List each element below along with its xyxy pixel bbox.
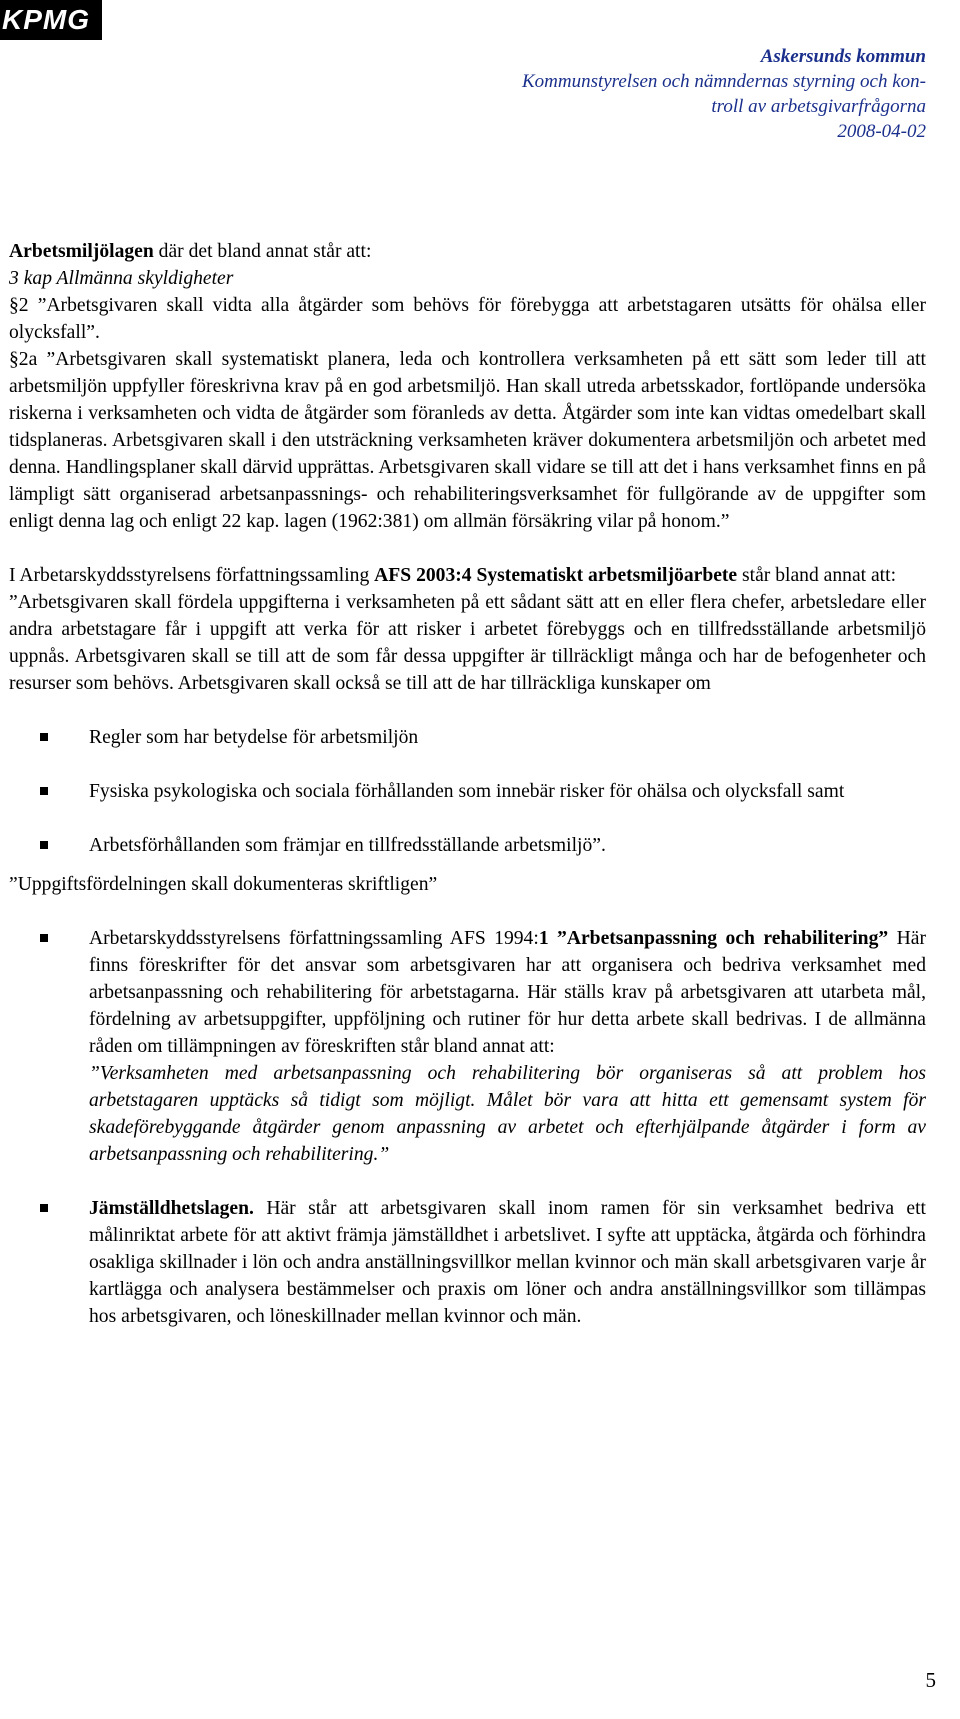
bullet-square-icon bbox=[40, 733, 48, 741]
afs-2003-intro-pre: I Arbetarskyddsstyrelsens författningssamling bbox=[9, 565, 375, 586]
law-name: Arbetsmiljölagen bbox=[9, 241, 154, 262]
list-item bbox=[9, 778, 926, 805]
bullet-square-icon bbox=[40, 1204, 48, 1212]
document-body bbox=[9, 238, 926, 1330]
list-item bbox=[9, 1195, 926, 1330]
list-item bbox=[9, 832, 926, 859]
kpmg-logo: KPMG bbox=[0, 0, 102, 40]
law-intro-text: där det bland annat står att: bbox=[153, 241, 372, 262]
header-subtitle-line1: Kommunstyrelsen och nämndernas styrning och kon- bbox=[521, 71, 926, 92]
paragraph-2 bbox=[9, 292, 926, 346]
chapter-heading bbox=[9, 265, 926, 292]
bullet-square-icon bbox=[40, 841, 48, 849]
chapter-title: 3 kap Allmänna skyldigheter bbox=[9, 268, 234, 289]
paragraph-2a bbox=[9, 346, 926, 535]
afs-2003-intro-post: står bland annat att: bbox=[737, 565, 897, 586]
afs-1994-pre: Arbetarskyddsstyrelsens författningssamling AFS 1994: bbox=[89, 928, 539, 949]
paragraph-2-text: 2 ”Arbetsgivaren skall vidta alla åtgärder som behövs för förebygga att arbetstagaren utsätts för ohälsa eller olycksfall”. bbox=[9, 295, 926, 343]
header-organization: Askersunds kommun bbox=[760, 46, 926, 67]
closing-quote: ”Uppgiftsfördelningen skall dokumenteras skriftligen” bbox=[9, 874, 438, 895]
paragraph-2a-text: 2a ”Arbetsgivaren skall systematiskt planera, leda och kontrollera verksamheten på ett sätt som leder till att arbetsmiljön uppfyller föreskrivna krav på en god arbetsmiljö. Han skall utreda arbetsskador, fortlöpande undersöka riskerna i verksamheten och vidta de åtgärder som föranleds av detta. Åtgärder som inte kan vidtas omedelbart skall tidsplaneras. Arbetsgivaren skall i den utsträckning verksamheten kräver dokumentera arbetsmiljön och arbetet med denna. Handlingsplaner skall därvid upprättas. Arbetsgivaren skall vidare se till att det i hans verksamhet finns en på lämpligt sätt organiserad arbetsanpassnings- och rehabiliteringsverksamhet för fullgörande av de uppgifter som enligt denna lag och enligt 22 kap. lagen (1962:381) om allmän försäkring vilar på honom.” bbox=[9, 349, 926, 532]
afs-2003-intro bbox=[9, 562, 926, 589]
bullet-text: Regler som har betydelse för arbetsmiljön bbox=[89, 727, 419, 748]
afs-1994-title: 1 ”Arbetsanpassning och rehabilitering” bbox=[538, 928, 889, 949]
jamstalldhetslagen-title: Jämställdhetslagen. bbox=[89, 1198, 254, 1219]
bullet-text: Arbetsförhållanden som främjar en tillfredsställande arbetsmiljö”. bbox=[89, 835, 606, 856]
regulation-bullet-list bbox=[9, 925, 926, 1330]
document-header bbox=[522, 44, 926, 144]
bullet-square-icon bbox=[40, 787, 48, 795]
header-subtitle-line2: troll av arbetsgivarfrågorna bbox=[711, 96, 926, 117]
knowledge-bullet-list bbox=[9, 724, 926, 859]
list-item bbox=[9, 925, 926, 1168]
afs-1994-body: Här finns föreskrifter för det ansvar som arbetsgivaren har att organisera och bedriva verksamhet med arbetsanpassning och rehabilitering för arbetstagarna. Här ställs krav på arbetsgivaren att utarbeta mål, fördelning av arbetsuppgifter, uppföljning och rutiner för hur detta arbete skall bedrivas. I de allmänna råden om tillämpningen av föreskriften står bland annat att: bbox=[89, 928, 926, 1057]
page-number: 5 bbox=[925, 1668, 936, 1692]
bullet-square-icon bbox=[40, 934, 48, 942]
header-date: 2008-04-02 bbox=[837, 121, 926, 142]
jamstalldhetslagen-body: Här står att arbetsgivaren skall inom ramen för sin verksamhet bedriva ett målinriktat arbete för att aktivt främja jämställdhet i arbetslivet. I syfte att upptäcka, åtgärda och förhindra osakliga skillnader i lön och andra anställningsvillkor mellan kvinnor och män skall arbetsgivaren varje år kartlägga och analysera bestämmelser och praxis om löner och andra anställningsvillkor som tillämpas hos arbetsgivaren, och löneskillnader mellan kvinnor och män. bbox=[89, 1198, 926, 1327]
law-intro-paragraph bbox=[9, 238, 926, 265]
bullet-text: Fysiska psykologiska och sociala förhållanden som innebär risker för ohälsa och olycksfall samt bbox=[89, 781, 845, 802]
list-item bbox=[9, 724, 926, 751]
afs-1994-quote bbox=[89, 1060, 926, 1168]
afs-1994-quote-text: ”Verksamheten med arbetsanpassning och rehabilitering bör organiseras så att problem hos arbetstagaren upptäcks så tidigt som möjligt. Målet bör vara att hitta ett gemensamt system för skadeförebyggande åtgärder genom anpassning av arbetet och efterhjälpande åtgärder i form av arbetsanpassning och rehabilitering.” bbox=[89, 1063, 926, 1165]
afs-2003-quote: ”Arbetsgivaren skall fördela uppgifterna i verksamheten på ett sådant sätt att en eller flera chefer, arbetsledare eller andra arbetstagare får i uppgift att verka för att risker i arbetet förebyggs och en tillfredsställande arbetsmiljö uppnås. Arbetsgivaren skall se till att de som får dessa uppgifter är tillräckligt många och har de befogenheter och resurser som behövs. Arbetsgivaren skall också se till att de har tillräckliga kunskaper om bbox=[9, 592, 926, 694]
section-sign: § bbox=[9, 349, 19, 370]
afs-2003-title: AFS 2003:4 Systematiskt arbetsmiljöarbete bbox=[374, 565, 738, 586]
section-sign: § bbox=[9, 295, 19, 316]
